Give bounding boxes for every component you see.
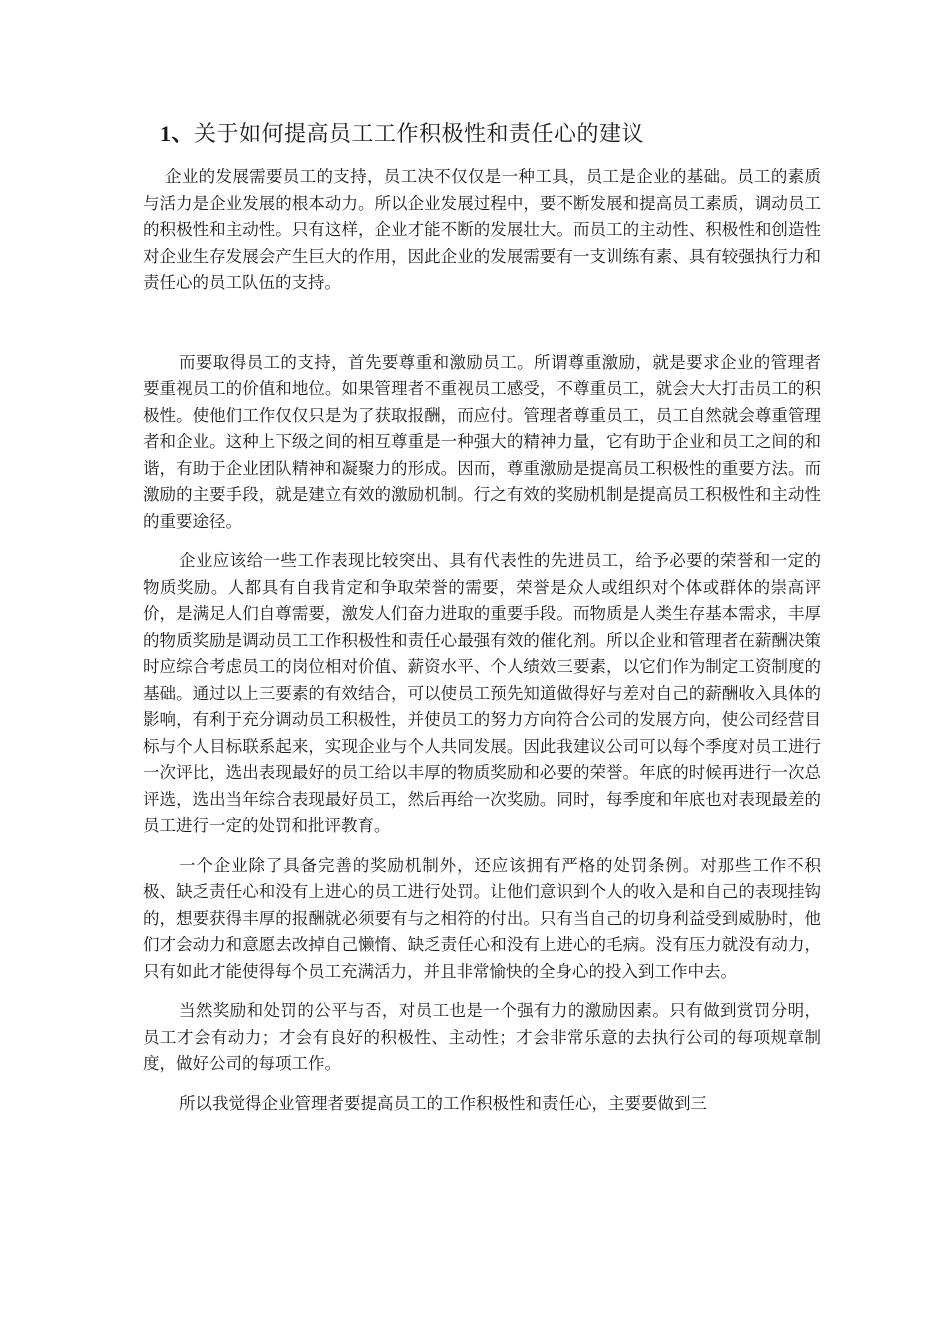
section-number: 1、 — [160, 121, 195, 146]
paragraph-conclusion: 所以我觉得企业管理者要提高员工的工作积极性和责任心，主要要做到三 — [179, 1093, 707, 1113]
section-heading — [160, 119, 644, 150]
paragraph-penalties: 一个企业除了具备完善的奖励机制外，还应该拥有严格的处罚条例。对那些工作不积极、缺乏责任心和没有上进心的员工进行处罚。让他们意识到个人的收入是和自己的表现挂钩的，想要获得丰厚的报酬就必须要有与之相符的付出。只有当自己的切身利益受到威胁时，他们才会动力和意愿去改掉自己懒惰、缺乏责任心和没有上进心的毛病。没有压力就没有动力，只有如此才能使得每个员工充满活力，并且非常愉快的全身心的投入到工作中去。 — [143, 855, 821, 981]
paragraph-fairness: 当然奖励和处罚的公平与否，对员工也是一个强有力的激励因素。只有做到赏罚分明，员工才会有动力；才会有良好的积极性、主动性；才会非常乐意的去执行公司的每项规章制度，做好公司的每项工作。 — [143, 1001, 821, 1073]
section-title: 关于如何提高员工工作积极性和责任心的建议 — [194, 122, 645, 147]
paragraph-intro: 企业的发展需要员工的支持，员工决不仅仅是一种工具，员工是企业的基础。员工的素质与活力是企业发展的根本动力。所以企业发展过程中，要不断发展和提高员工素质，调动员工的积极性和主动性。只有这样，企业才能不断的发展壮大。而员工的主动性、积极性和创造性对企业生存发展会产生巨大的作用，因此企业的发展需要有一支训练有素、具有较强执行力和责任心的员工队伍的支持。 — [143, 167, 821, 292]
paragraph-rewards: 企业应该给一些工作表现比较突出、具有代表性的先进员工，给予必要的荣誉和一定的物质奖励。人都具有自我肯定和争取荣誉的需要，荣誉是众人或组织对个体或群体的崇高评价，是满足人们自尊需要，激发人们奋力进取的重要手段。而物质是人类生存基本需求，丰厚的物质奖励是调动员工工作积极性和责任心最强有效的催化剂。所以企业和管理者在薪酬决策时应综合考虑员工的岗位相对价值、薪资水平、个人绩效三要素，以它们作为制定工资制度的基础。通过以上三要素的有效结合，可以使员工预先知道做得好与差对自己的薪酬收入具体的影响，有利于充分调动员工积极性，并使员工的努力方向符合公司的发展方向，使公司经营目标与个人目标联系起来，实现企业与个人共同发展。因此我建议公司可以每个季度对员工进行一次评比，选出表现最好的员工给以丰厚的物质奖励和必要的荣誉。年底的时候再进行一次总评选，选出当年综合表现最好员工，然后再给一次奖励。同时，每季度和年底也对表现最差的员工进行一定的处罚和批评教育。 — [143, 551, 821, 835]
paragraph-respect-incentive: 而要取得员工的支持，首先要尊重和激励员工。所谓尊重激励，就是要求企业的管理者要重视员工的价值和地位。如果管理者不重视员工感受，不尊重员工，就会大大打击员工的积极性。使他们工作仅仅只是为了获取报酬，而应付。管理者尊重员工，员工自然就会尊重管理者和企业。这种上下级之间的相互尊重是一种强大的精神力量，它有助于企业和员工之间的和谐，有助于企业团队精神和凝聚力的形成。因而，尊重激励是提高员工积极性的重要方法。而激励的主要手段，就是建立有效的激励机制。行之有效的奖励机制是提高员工积极性和主动性的重要途径。 — [143, 352, 821, 531]
document-body — [143, 164, 821, 1117]
